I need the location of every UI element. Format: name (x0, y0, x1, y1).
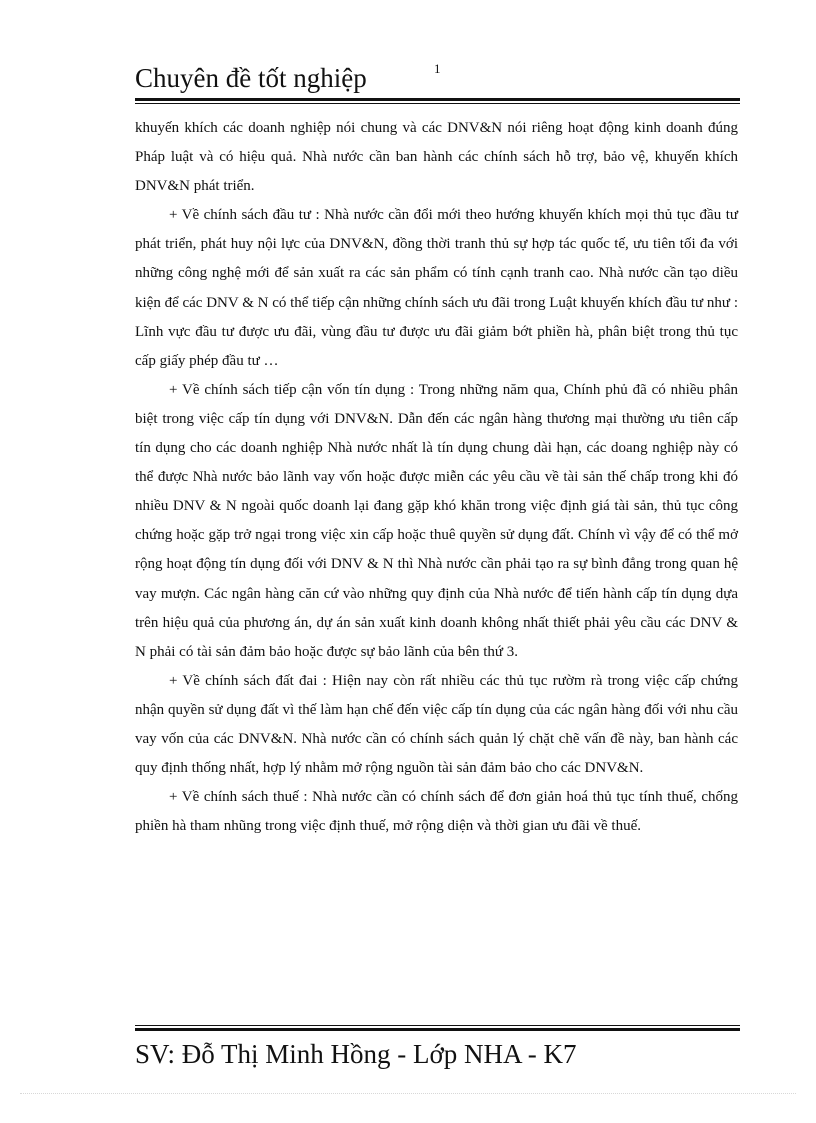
paragraph-tax-policy: + Về chính sách thuế : Nhà nước cần có chính sách để đơn giản hoá thủ tục tính thuế, chống phiền hà tham nhũng trong việc định thuế, mở rộng diện và thời gian ưu đãi về thuế. (135, 789, 738, 835)
page-number: 1 (434, 61, 441, 76)
header-rule-thick (135, 98, 740, 101)
header-rule-thin (135, 103, 740, 104)
page-bottom-border (20, 1093, 796, 1094)
header-title: Chuyên đề tốt nghiệp (135, 63, 367, 93)
paragraph-land-policy: + Về chính sách đất đai : Hiện nay còn rất nhiều các thủ tục rườm rà trong việc cấp chứng nhận quyền sử dụng đất vì thế làm hạn chế đến việc cấp tín dụng của các ngân hàng đối với nhu cầu vay vốn của các DNV&N. Nhà nước cần có chính sách quản lý chặt chẽ vấn đề này, ban hành các quy định thống nhất, hợp lý nhằm mở rộng nguồn tài sản đảm bảo cho các DNV&N. (135, 672, 738, 777)
document-body (135, 114, 738, 841)
footer-rule-thin (135, 1025, 740, 1026)
footer-rule-thick (135, 1028, 740, 1031)
paragraph-intro: khuyến khích các doanh nghiệp nói chung và các DNV&N nói riêng hoạt động kinh doanh đúng Pháp luật và có hiệu quả. Nhà nước cần ban hành các chính sách hỗ trợ, bảo vệ, khuyến khích DNV&N phát triển. (135, 120, 738, 195)
paragraph-investment-policy: + Về chính sách đầu tư : Nhà nước cần đổi mới theo hướng khuyến khích mọi thủ tục đầu tư phát triển, phát huy nội lực của DNV&N, đồng thời tranh thủ sự hợp tác quốc tế, ưu tiên tối đa với những công nghệ mới để sản xuất ra các sản phẩm có tính cạnh tranh cao. Nhà nước cần tạo diều kiện để các DNV & N có thể tiếp cận những chính sách ưu đãi trong Luật khuyến khích đầu tư như : Lĩnh vực đầu tư được ưu đãi, vùng đầu tư được ưu đãi giảm bớt phiền hà, phân biệt trong thủ tục cấp giấy phép đầu tư … (135, 207, 738, 369)
paragraph-credit-policy: + Về chính sách tiếp cận vốn tín dụng : Trong những năm qua, Chính phủ đã có nhiều phân biệt trong việc cấp tín dụng với DNV&N. Dẫn đến các ngân hàng thương mại thường ưu tiên cấp tín dụng cho các doanh nghiệp Nhà nước nhất là tín dụng chung dài hạn, các doang nghiệp này có thể được Nhà nước bảo lãnh vay vốn hoặc được miễn các yêu cầu về tài sản thế chấp trong khi đó nhiều DNV & N ngoài quốc doanh lại đang gặp khó khăn trong việc định giá tài sản, thủ tục công chứng hoặc gặp trở ngại trong việc xin cấp hoặc thuê quyền sử dụng đất. Chính vì vậy để có thể mở rộng hoạt động tín dụng đối với DNV & N thì Nhà nước cần phải tạo ra sự bình đẳng trong quan hệ vay mượn. Các ngân hàng căn cứ vào những quy định của Nhà nước để tiến hành cấp tín dụng dựa trên hiệu quả của phương án, dự án sản xuất kinh doanh không nhất thiết phải yêu cầu các DNV & N phải có tài sản đảm bảo hoặc được sự bảo lãnh của bên thứ 3. (135, 381, 738, 660)
footer-student-info: SV: Đỗ Thị Minh Hồng - Lớp NHA - K7 (135, 1039, 577, 1069)
